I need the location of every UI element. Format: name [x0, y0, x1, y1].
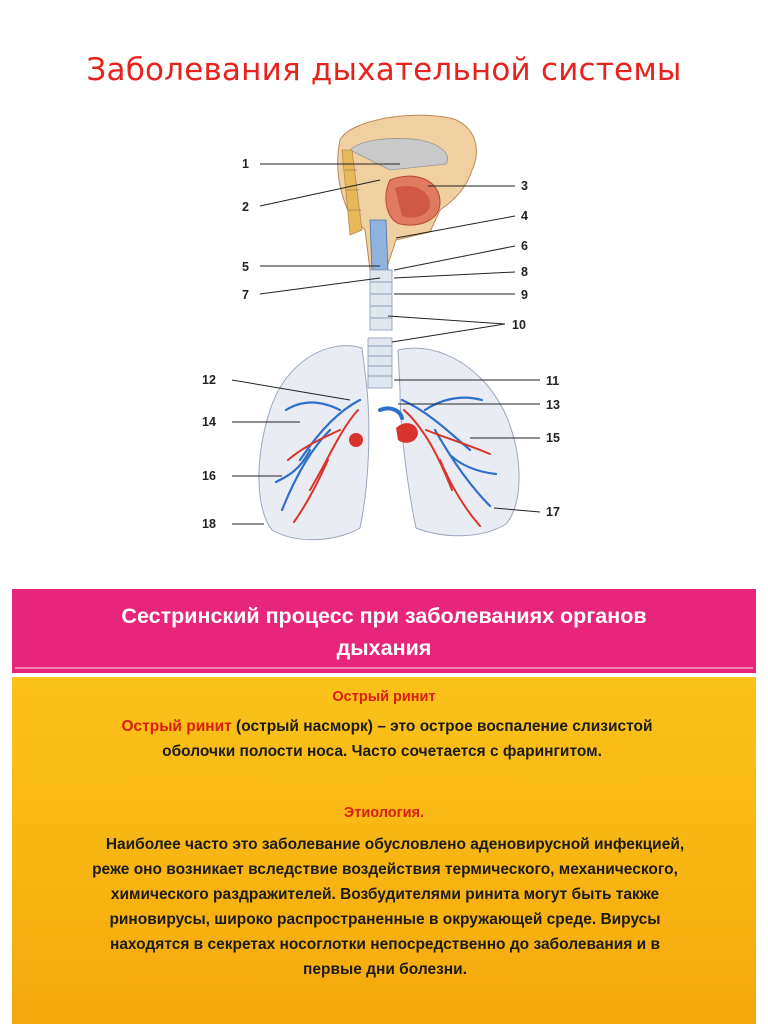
head-section [338, 115, 477, 270]
label-6: 6 [521, 239, 528, 253]
section-heading: Острый ринит [332, 689, 436, 705]
etiology-line: риновирусы, широко распространенные в окружающей среде. Вирусы [109, 911, 661, 928]
definition-line-2: оболочки полости носа. Часто сочетается с фарингитом. [162, 743, 602, 760]
label-13: 13 [546, 398, 560, 412]
trachea-lower [368, 338, 392, 388]
label-10: 10 [512, 318, 526, 332]
etiology-line: первые дни болезни. [303, 961, 467, 978]
label-15: 15 [546, 431, 560, 445]
label-8: 8 [521, 265, 528, 279]
banner-divider [15, 667, 753, 669]
label-16: 16 [202, 469, 216, 483]
etiology-line: Наиболее часто это заболевание обусловлено аденовирусной инфекцией, [105, 836, 685, 853]
etiology-line: химического раздражителей. Возбудителями ринита могут быть также [110, 886, 660, 903]
label-1: 1 [242, 157, 249, 171]
term-highlight: Острый ринит [121, 718, 232, 735]
definition-line-1: (острый насморк) – это острое воспаление слизистой [231, 718, 653, 735]
content-panel [12, 677, 756, 1024]
section-banner [12, 589, 756, 673]
label-9: 9 [521, 288, 528, 302]
banner-line-1: Сестринский процесс при заболеваниях органов [121, 604, 647, 628]
label-3: 3 [521, 179, 528, 193]
definition-paragraph [12, 714, 756, 764]
label-4: 4 [521, 209, 528, 223]
label-5: 5 [242, 260, 249, 274]
page-title: Заболевания дыхательной системы [86, 52, 682, 88]
banner-line-2: дыхания [336, 636, 432, 660]
etiology-heading: Этиология. [343, 805, 425, 821]
label-17: 17 [546, 505, 560, 519]
label-12: 12 [202, 373, 216, 387]
label-2: 2 [242, 200, 249, 214]
label-11: 11 [546, 374, 560, 388]
etiology-line: находятся в секретах носоглотки непосредственно до заболевания и в [109, 936, 661, 953]
etiology-line: реже оно возникает вследствие воздействия термического, механического, [92, 861, 678, 878]
etiology-paragraph [12, 832, 756, 982]
label-7: 7 [242, 288, 249, 302]
label-14: 14 [202, 415, 216, 429]
respiratory-diagram [190, 110, 590, 550]
respiratory-system-illustration [190, 110, 590, 550]
label-18: 18 [202, 517, 216, 531]
